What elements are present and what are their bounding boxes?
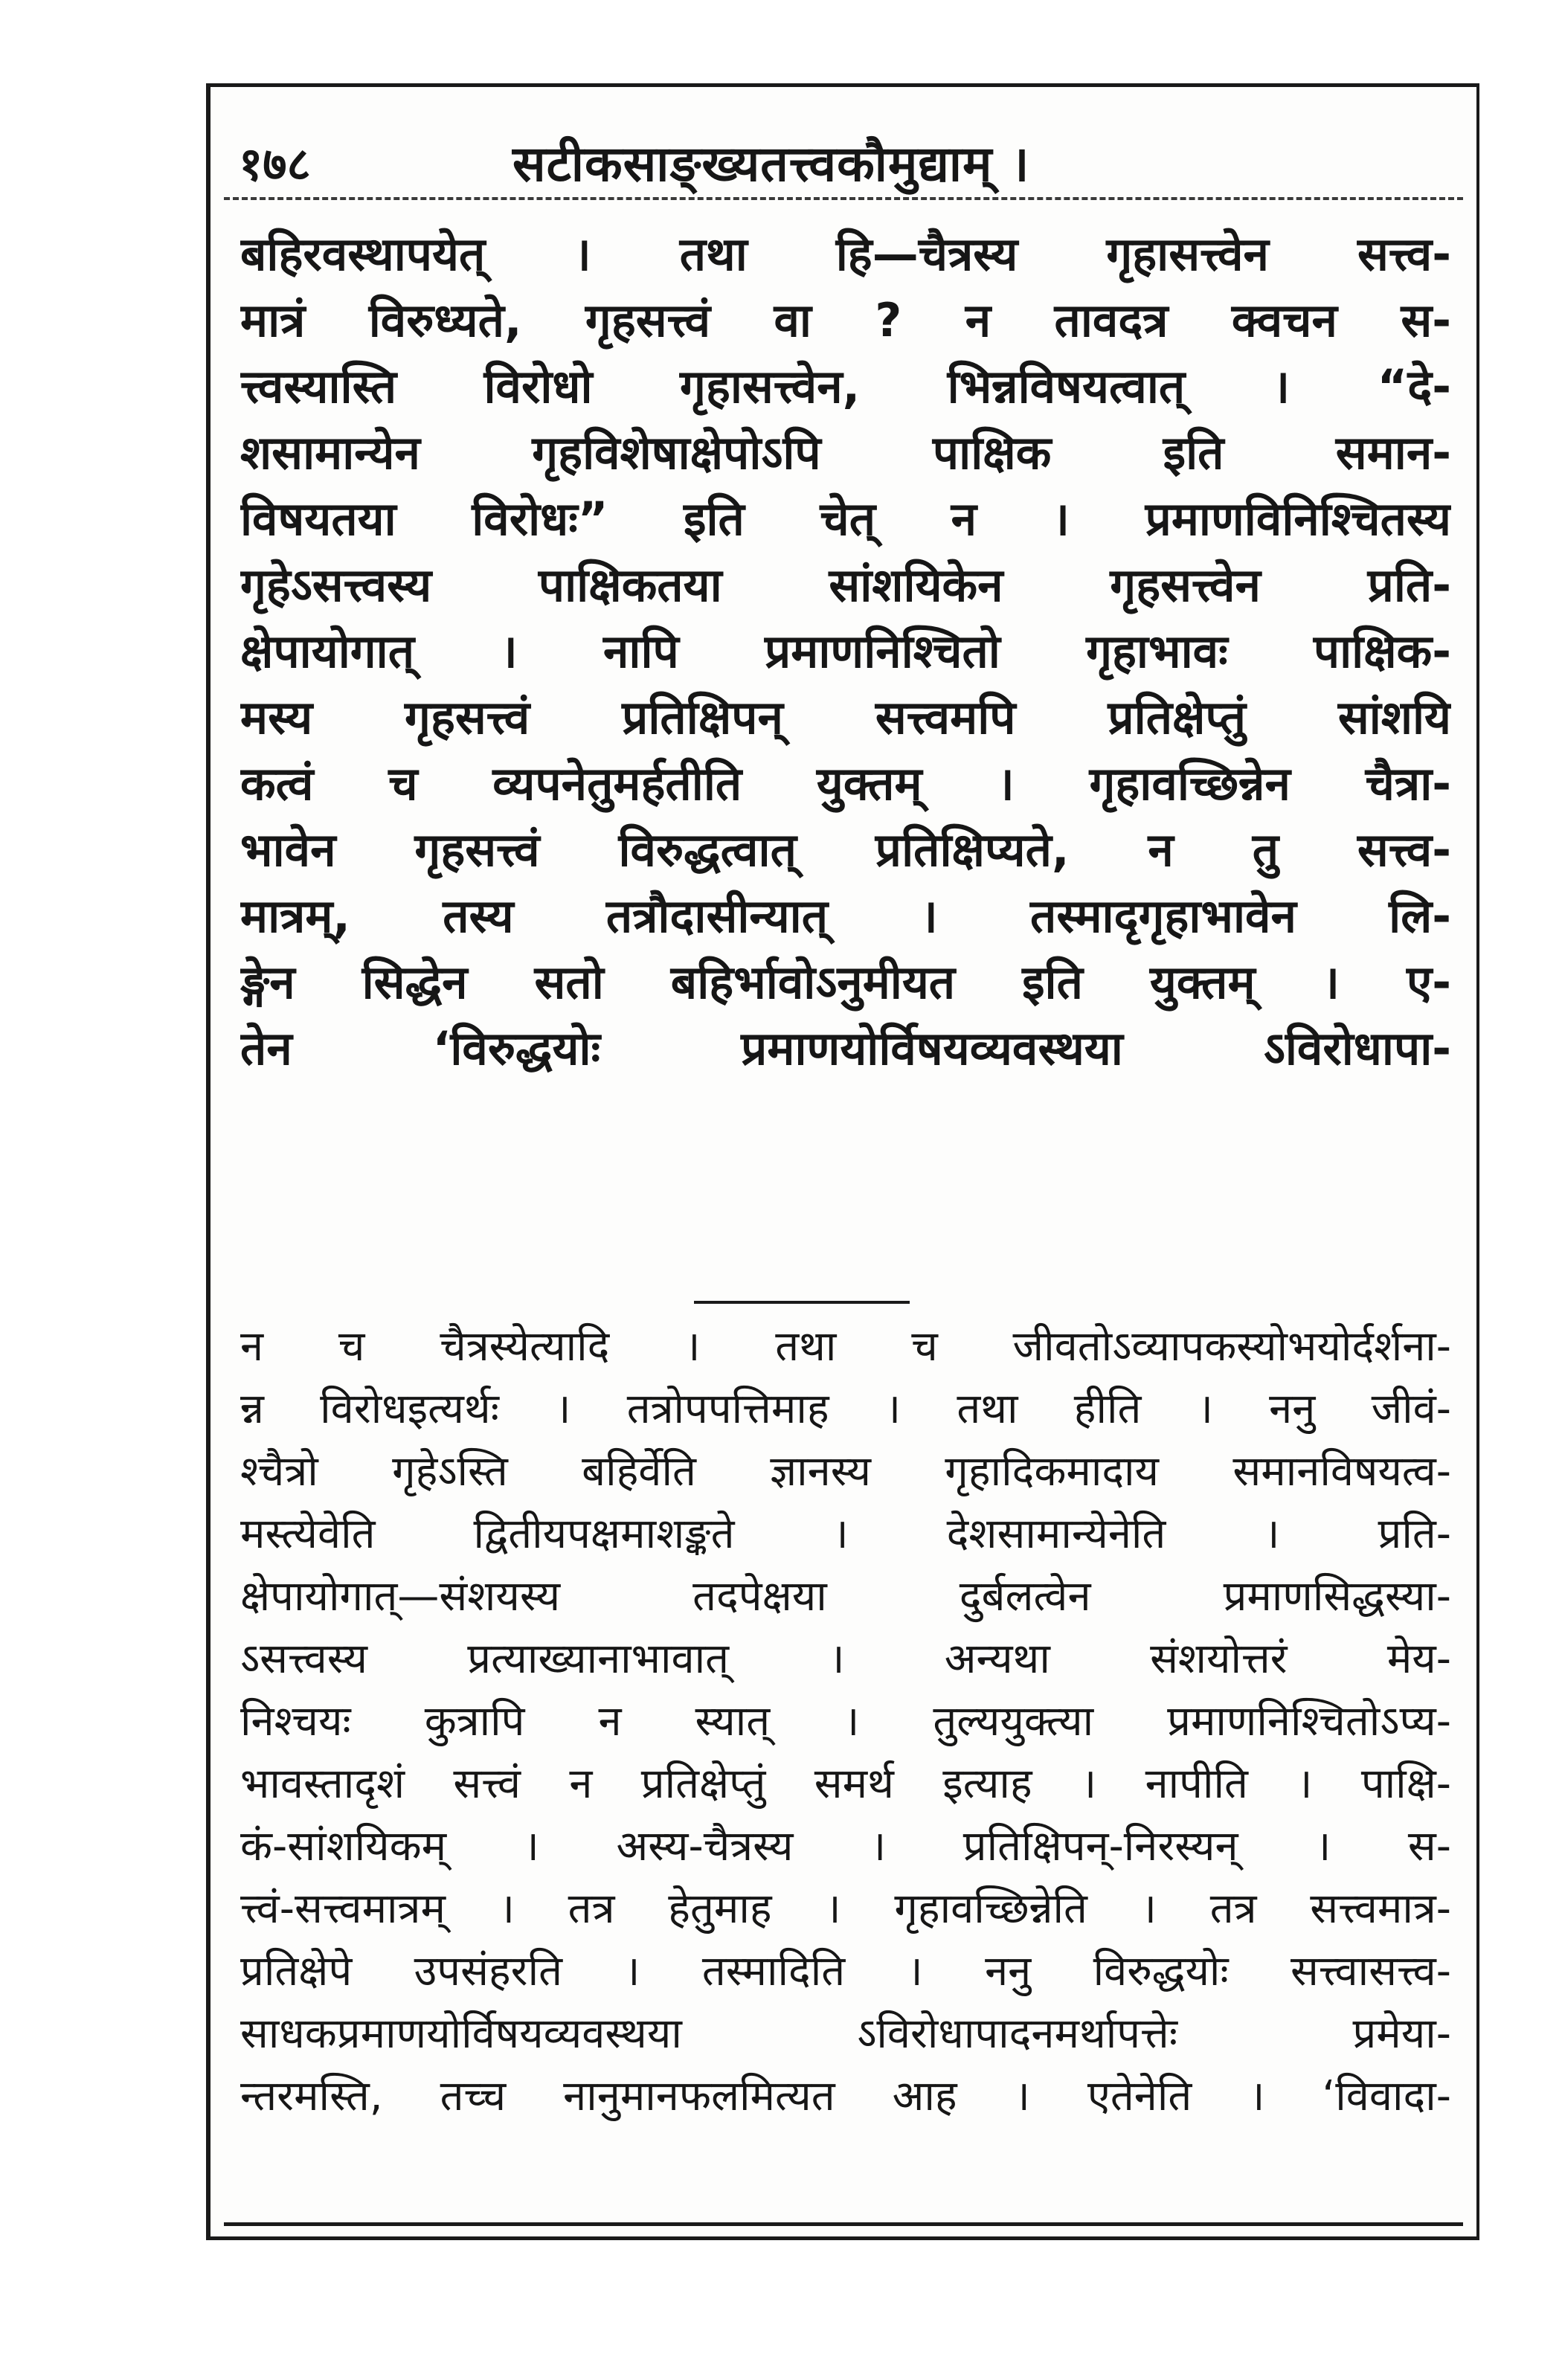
main-text-block <box>240 221 1451 1081</box>
bottom-rule <box>224 2222 1463 2226</box>
commentary-line: क्षेपायोगात्—संशयस्य तदपेक्षया दुर्बलत्वेन प्रमाणसिद्धस्या- <box>240 1572 1451 1621</box>
commentary-line: न च चैत्रस्येत्यादि । तथा च जीवतोऽव्यापकस्योभयोर्दर्शना- <box>240 1322 1451 1371</box>
main-text-line: विषयतया विरोधः” इति चेत् न । प्रमाणविनिश्चितस्य <box>240 492 1451 546</box>
commentary-line: त्त्वं-सत्त्वमात्रम् । तत्र हेतुमाह । गृहावच्छिन्नेति । तत्र सत्त्वमात्र- <box>240 1885 1451 1933</box>
commentary-line: न्तरमस्ति, तच्च नानुमानफलमित्यत आह । एतेनेति । ‘विवादा- <box>240 2072 1451 2120</box>
commentary-text-block <box>240 1316 1451 2128</box>
commentary-line: मस्त्येवेति द्वितीयपक्षमाशङ्कते । देशसामान्येनेति । प्रति- <box>240 1510 1451 1558</box>
main-text-line: शसामान्येन गृहविशेषाक्षेपोऽपि पाक्षिक इति समान- <box>240 425 1451 480</box>
main-text-line: ङ्गेन सिद्धेन सतो बहिर्भावोऽनुमीयत इति युक्तम् । ए- <box>240 955 1451 1009</box>
footnote-separator <box>694 1301 910 1304</box>
commentary-line: ऽसत्त्वस्य प्रत्याख्यानाभावात् । अन्यथा संशयोत्तरं मेय- <box>240 1635 1451 1683</box>
main-text-line: मात्रम्, तस्य तत्रौदासीन्यात् । तस्मादृगृहाभावेन लि- <box>240 889 1451 943</box>
main-text-line: मस्य गृहसत्त्वं प्रतिक्षिपन् सत्त्वमपि प्रतिक्षेप्तुं सांशयि <box>240 690 1451 744</box>
commentary-line: साधकप्रमाणयोर्विषयव्यवस्थया ऽविरोधापादनमर्थापत्तेः प्रमेया- <box>240 2010 1451 2058</box>
main-text-line: बहिरवस्थापयेत् । तथा हि—चैत्रस्य गृहासत्त्वेन सत्त्व- <box>240 227 1451 281</box>
main-text-line: क्षेपायोगात् । नापि प्रमाणनिश्चितो गृहाभावः पाक्षिक- <box>240 624 1451 678</box>
commentary-line: न्न विरोधइत्यर्थः । तत्रोपपत्तिमाह । तथा हीति । ननु जीवं- <box>240 1385 1451 1433</box>
main-text-line: भावेन गृहसत्त्वं विरुद्धत्वात् प्रतिक्षिप्यते, न तु सत्त्व- <box>240 823 1451 877</box>
commentary-line: निश्चयः कुत्रापि न स्यात् । तुल्ययुक्त्या प्रमाणनिश्चितोऽप्य- <box>240 1697 1451 1746</box>
running-title: सटीकसाङ्ख्यतत्त्वकौमुद्याम् । <box>512 135 1030 193</box>
page-frame <box>206 83 1479 2240</box>
page-number: १७८ <box>239 137 311 191</box>
header-dashed-rule <box>224 197 1463 200</box>
main-text-line: गृहेऽसत्त्वस्य पाक्षिकतया सांशयिकेन गृहसत्त्वेन प्रति- <box>240 558 1451 612</box>
commentary-line: प्रतिक्षेपे उपसंहरति । तस्मादिति । ननु विरुद्धयोः सत्त्वासत्त्व- <box>240 1947 1451 1995</box>
commentary-line: भावस्तादृशं सत्त्वं न प्रतिक्षेप्तुं समर्थ इत्याह । नापीति । पाक्षि- <box>240 1760 1451 1808</box>
main-text-line: कत्वं च व्यपनेतुमर्हतीति युक्तम् । गृहावच्छिन्नेन चैत्रा- <box>240 756 1451 811</box>
main-text-line: त्त्वस्यास्ति विरोधो गृहासत्त्वेन, भिन्नविषयत्वात् । “दे- <box>240 359 1451 414</box>
main-text-line: तेन ‘विरुद्धयोः प्रमाणयोर्विषयव्यवस्थया ऽविरोधापा- <box>240 1021 1451 1075</box>
commentary-line: कं-सांशयिकम् । अस्य-चैत्रस्य । प्रतिक्षिपन्-निरस्यन् । स- <box>240 1822 1451 1871</box>
main-text-line: मात्रं विरुध्यते, गृहसत्त्वं वा ? न तावदत्र क्वचन स- <box>240 293 1451 347</box>
commentary-line: श्चैत्रो गृहेऽस्ति बहिर्वेति ज्ञानस्य गृहादिकमादाय समानविषयत्व- <box>240 1447 1451 1496</box>
